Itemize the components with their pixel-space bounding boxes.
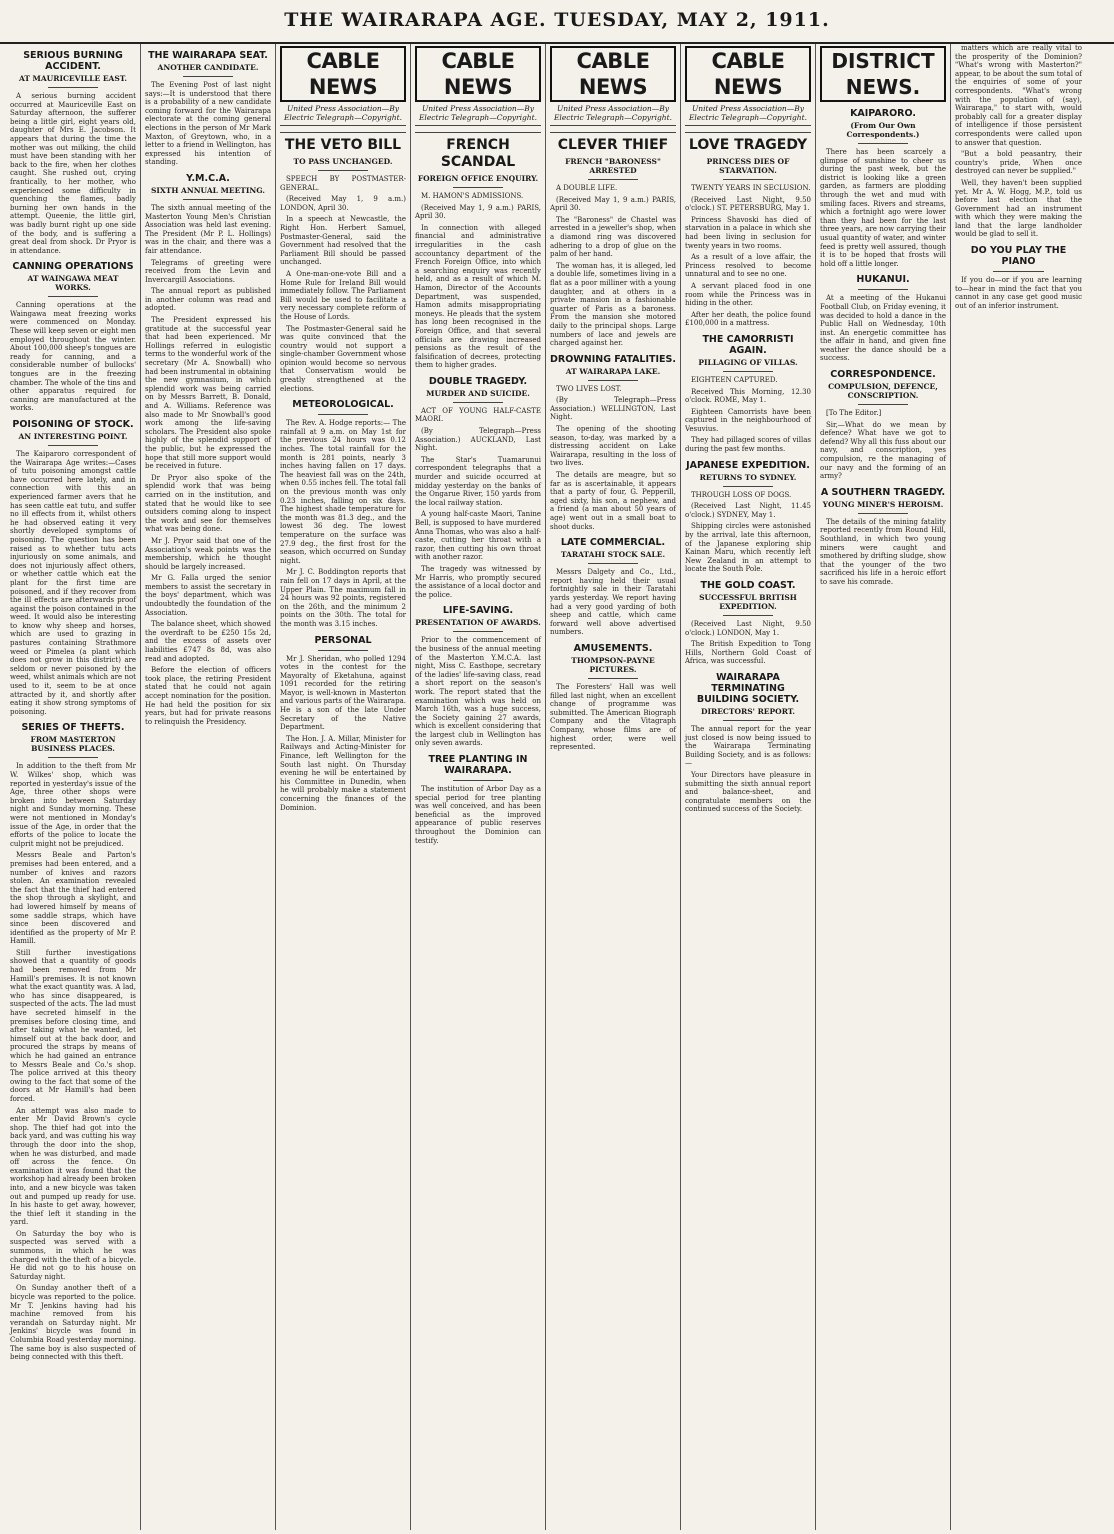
paragraph: The balance sheet, which showed the overdraft to be £250 15s 2d, and the excess of assets over liabilities £747 8s 8d, was also read and adopted. [145,620,271,663]
divider-rule [318,650,368,651]
paragraph: The British Expedition to Tong Hills, Northern Gold Coast of Africa, was successful. [685,640,811,666]
article-headline: SERIES OF THEFTS. [21,722,125,734]
article-headline: AMUSEMENTS. [573,642,653,654]
divider-rule [858,143,908,144]
article-body [415,636,541,748]
article-headline: JAPANESE EXPEDITION. [686,459,810,471]
paragraph: Mr J. Sheridan, who polled 1294 votes in the contest for the Mayoralty of Eketahuna, against 1091 recorded for the retiring Mayor, is well-known in Masterton and various parts of the Wairarapa. He is a son of the late Under Secretary of the Native Department. [280,654,406,732]
divider-rule [588,380,638,381]
article-headline: LOVE TRAGEDY [685,132,811,154]
column-4 [411,44,546,1530]
article-headline: DROWNING FATALITIES. [550,353,676,365]
article [550,643,676,752]
paragraph: (Received Last Night, 9.50 o'clock.) LONDON, May 1. [685,620,811,637]
article-subhead: RETURNS TO SYDNEY. [699,472,797,482]
article-headline: PERSONAL [314,634,372,646]
divider-rule [858,513,908,514]
article-headline: THE WAIRARAPA SEAT. [148,50,268,61]
article-subhead: FOREIGN OFFICE ENQUIRY. [417,174,539,183]
paragraph: The annual report for the year just closed is now being issued to the Wairarapa Terminating Building Society, and is as follows:— [685,724,811,768]
paragraph: Prior to the commencement of the business of the annual meeting of the Masterton Y.M.C.A. last night, Miss C. Easthope, secretary of the ladies' life-saving class, read a short report on the season's work. The report stated that the examination which was held on March 16th, was a huge success, the Society gaining 27 awards, which is excellent considering that the largest club in Wellington has only seven awards. [415,636,541,748]
paragraph: Still further investigations showed that a quantity of goods had been removed from Mr Hamill's premises. It is not known what the exact quantity was. A lad, who has since disappeared, is suspected of the acts. The lad must have secreted himself in the premises before closing time, and after taking what he wanted, let himself out at the back door, and procured the straps by means of which he had gained an entrance to Messrs Beale and Co.'s shop. The police arrived at this theory owing to the fact that some of the doors at Mr Hamill's had been forced. [10,948,136,1103]
article [550,354,676,532]
divider-rule [858,289,908,290]
article [280,132,406,393]
paragraph: The "Baroness" de Chastel was arrested in a jeweller's shop, when a diamond ring was discovered adhering to a drop of glue on the palm of her hand. [550,215,676,259]
article-headline: THE CAMORRISTI AGAIN. [702,333,794,356]
masthead [0,0,1114,44]
paragraph: (By Telegraph—Press Association.) AUCKLAND, Last Night. [415,427,541,453]
column-8 [951,44,1086,1530]
divider-rule [723,179,773,180]
divider-rule [48,296,98,297]
paragraph: THROUGH LOSS OF DOGS. [691,490,792,499]
paragraph: Mr J. Pryor said that one of the Association's weak points was the membership, which he thought should be largely increased. [145,536,271,571]
article-headline: Y.M.C.A. [186,172,230,184]
article [820,487,946,587]
paragraph: ACT OF YOUNG HALF-CASTE MAORI. [415,406,541,424]
column-6 [681,44,816,1530]
article-subhead: COMPULSION, DEFENCE, CONSCRIPTION. [828,382,938,401]
paragraph: If you do—or if you are learning to—hear in mind the fact that you cannot in any case get good music out of an inferior instrument. [955,276,1082,310]
column-2 [141,44,276,1530]
paragraph: Well, they haven't been supplied yet. Mr A. W. Hogg, M.P., told us before last election that the Government had an instrument with which they were making the land that the large landholder would be glad to sell it. [955,178,1082,239]
article-body [550,683,676,752]
paragraph: Your Directors have pleasure in submitting the sixth annual report and balance-sheet, and congratulate members on the continued success of the Society. [685,770,811,814]
paragraph: The annual report as published in another column was read and adopted. [145,287,271,313]
paragraph: (Received Last Night, 11.45 o'clock.) SYDNEY, May 1. [685,502,811,519]
paragraph: (Received Last Night, 9.50 o'clock.) ST. PETERSBURG, May 1. [685,195,811,213]
article [280,399,406,628]
paragraph: In addition to the theft from Mr W. Wilkes' shop, which was reported in yesterday's issue of the Age, three other shops were broken into between Saturday night and Sunday morning. These were not mentioned in Monday's issue of the Age, in order that the efforts of the police to locate the culprit might not be prejudiced. [10,762,136,848]
article-body [550,568,676,637]
paragraph: Received This Morning, 12.30 o'clock. ROME, May 1. [685,387,811,405]
paragraph: In connection with alleged financial and administrative irregularities in the cash accountancy department of the French Foreign Office, into which a searching enquiry was recently held, and as a result of which M. Hamon, Director of the Accounts Department, was suspended, Hamon admits misappropriating moneys. He pleads that the system has long been recognised in the Foreign Office, and that several officials are drawing increased pensions as the result of the falsification of decrees, protecting them to higher grades. [415,223,541,370]
section-banner: CABLE NEWS [550,46,676,102]
paragraph: EIGHTEEN CAPTURED. [691,375,778,384]
article-headline: THE VETO BILL [280,132,406,154]
article-subhead: FROM MASTERTON BUSINESS PLACES. [30,735,116,754]
article-subhead: SUCCESSFUL BRITISH EXPEDITION. [699,593,797,611]
article-body [415,192,541,370]
press-credit: United Press Association—By Electric Telegraph—Copyright. [550,104,676,126]
paragraph: The tragedy was witnessed by Mr Harris, who promptly secured the assistance of a local doctor and the police. [415,564,541,599]
paragraph: On Sunday another theft of a bicycle was reported to the police. Mr T. Jenkins having had his machine removed from his verandah on Saturday night. Mr Jenkins' bicycle was found in Columbia Road yesterday morning. The same boy is also suspected of being connected with this theft. [10,1284,136,1362]
divider-rule [48,757,98,758]
article-body [280,419,406,628]
article-body [280,655,406,813]
article-body [955,276,1082,310]
paragraph: [To The Editor.] [826,409,882,418]
article-body [820,294,946,363]
divider-rule [453,631,503,632]
paragraph: The woman has, it is alleged, led a double life, sometimes living in a flat as a poor milliner with a young daughter, and at others in a private mansion in a fashionable quarter of Paris as a baroness. From the mansion she motored daily to the principal shops. Large numbers of lace and jewels are charged against her. [550,261,676,348]
paragraph: Shipping circles were astonished by the arrival, late this afternoon, of the Japanese exploring ship Kainan Maru, which recently left New Zealand in an attempt to locate the South Pole. [685,522,811,574]
article-body [550,385,676,532]
press-credit: United Press Association—By Electric Telegraph—Copyright. [685,104,811,126]
article-body [415,785,541,845]
section-banner: CABLE NEWS [280,46,406,102]
article-headline: DOUBLE TRAGEDY. [428,375,528,387]
article [820,274,946,363]
article-body [685,184,811,328]
divider-rule [858,404,908,405]
article-body [10,92,136,255]
divider-rule [318,414,368,415]
paragraph: (Received May 1, 9 a.m.) PARIS, April 30. [415,203,541,221]
paragraph: The institution of Arbor Day as a special period for tree planting was well conceived, and has been beneficial as the improved appearance of public reserves throughout the Dominion can testify. [415,785,541,845]
paragraph: A One-man-one-vote Bill and a Home Rule for Ireland Bill would immediately follow. The Parliament Bill would be used to facilitate a very necessary complete reform of the House of Lords. [280,269,406,321]
paragraph: On Saturday the boy who is suspected was served with a summons, in which he was charged with the theft of a bicycle. He did not go to his house on Saturday night. [10,1229,136,1281]
article [415,376,541,599]
paragraph: Princess Shavoski has died of starvation in a palace in which she had been living in seclusion for twenty years in two rooms. [685,215,811,250]
paragraph: A young half-caste Maori, Tanine Bell, is supposed to have murdered Anna Thomas, who was also a half-caste, cutting her throat with a razor, then cutting his own throat with another razor. [415,510,541,562]
paragraph: Dr Pryor also spoke of the splendid work that was being carried on in the institution, and stated that he would like to see outsiders coming along to inspect the work and see for themselves what was being done. [145,473,271,534]
article [685,334,811,454]
article-subhead: ANOTHER CANDIDATE. [157,63,259,72]
paragraph: matters which are really vital to the prosperity of the Dominion? "What's wrong with Masterton?" appear, to be about the sum total of the enquiries of some of your correspondents. "What's wrong with the population of (say), Wairarapa," to start with, would probably call for a greater display of intelligence if those persistent correspondents were called upon to answer that question. [955,44,1082,147]
article-subhead: TO PASS UNCHANGED. [293,157,393,166]
article [820,369,946,481]
article-headline: A SOUTHERN TRAGEDY. [820,486,946,498]
divider-rule [48,87,98,88]
article [685,460,811,574]
article-body [820,409,946,481]
press-credit: United Press Association—By Electric Telegraph—Copyright. [280,104,406,126]
article [955,245,1082,310]
article-subhead: MURDER AND SUICIDE. [426,388,530,398]
paragraph: The sixth annual meeting of the Masterton Young Men's Christian Association was held last evening. The President (Mr P. L. Hollings) was in the chair, and there was a fair attendance. [145,203,271,255]
newspaper-columns [6,44,1106,1530]
article-headline: THE GOLD COAST. [700,580,796,591]
article-body [145,81,271,167]
article [550,537,676,637]
paragraph: The Hon. J. A. Millar, Minister for Railways and Acting-Minister for Finance, left Wellington for the South last night. On Thursday evening he will be entertained by his Committee in Dunedin, when he will probably make a statement concerning the finances of the Dominion. [280,734,406,812]
article [10,722,136,1361]
article-body [550,184,676,348]
paragraph: After her death, the police found £100,000 in a mattress. [685,310,811,328]
paragraph: The opening of the shooting season, to-day, was marked by a distressing accident on Lake Wairarapa, resulting in the loss of two lives. [550,425,676,468]
paragraph: In a speech at Newcastle, the Right Hon. Herbert Samuel, Postmaster-General, said the Government had resolved that the Parliament Bill should be passed unchanged. [280,215,406,267]
article-headline: FRENCH SCANDAL [415,132,541,171]
paragraph: The Rev. A. Hodge reports:— The rainfall at 9 a.m. on May 1st for the previous 24 hours was 0.12 inches. The total rainfall for the month is 281 points, nearly 3 inches having fallen on 17 days. The heaviest fall was on the 24th, when 0.55 inches fell. The total fall on the previous month was only 0.23 inches, falling on six days. The highest shade temperature for the month was 81.3 deg., and the lowest 36 deg. The lowest temperature on the surface was 27.9 deg., the first frost for the season, which occurred on Sunday night. [280,419,406,565]
article-subhead: TARATAHI STOCK SALE. [560,550,666,560]
section-banner: CABLE NEWS [685,46,811,102]
divider-rule [723,486,773,487]
paragraph: The Postmaster-General said he was quite convinced that the country would not support a single-chamber Government whose opinion would become so nervous that Conservatism would be greatly strengthened at the elections. [280,324,406,393]
article-body [685,376,811,454]
divider-rule [183,76,233,77]
article-headline: CORRESPONDENCE. [830,369,936,381]
column-3 [276,44,411,1530]
article [550,132,676,348]
section-banner: CABLE NEWS [415,46,541,102]
article-subhead: YOUNG MINER'S HEROISM. [822,499,944,509]
paragraph: Mr J. C. Boddington reports that rain fell on 17 days in April, at the Upper Plain. The maximum fall in 24 hours was 92 points, registered on the 26th, and the minimum 2 points on the 30th. The total for the month was 3.15 inches. [280,568,406,628]
divider-rule [588,563,638,564]
paragraph: A DOUBLE LIFE. [556,184,618,192]
article-headline: KAIPARORO. [850,108,916,119]
article-headline: CANNING OPERATIONS [12,261,134,273]
article-subhead: (From Our Own Correspondents.) [846,121,920,139]
article-subhead: PILLAGING OF VILLAS. [698,357,798,367]
paragraph: A serious burning accident occurred at Mauriceville East on Saturday afternoon, the sufferer being a little girl, eight years old, daughter of Mrs E. Jacobson. It appears that during the time the mother was out milking, the child must have been standing with her back to the fire, when her clothes caught. She rushed out, crying frantically, to her mother, who experienced some difficulty in quenching the flames, badly burning her own hands in the attempt. Queenie, the little girl, was badly burnt right up one side of the body, and is suffering a great deal from shock. Dr Pryor is in attendance. [10,92,136,255]
article [10,261,136,413]
paragraph: Telegrams of greeting were received from the Levin and Invercargill Associations. [145,258,271,284]
column-5 [546,44,681,1530]
paragraph: At a meeting of the Hukanui Football Club, on Friday evening, it was decided to hold a dance in the Public Hall on Wednesday, 10th inst. An energetic committee has the affair in hand, and given fine weather the dance should be a success. [820,294,946,363]
article-body [10,762,136,1361]
article-subhead: AT WAINGAWA MEAT WORKS. [27,274,119,293]
article-headline: HUKANUI. [856,274,910,286]
article [145,50,271,167]
divider-rule [723,720,773,721]
article [415,605,541,748]
article [685,672,811,814]
divider-rule [453,780,503,781]
paragraph: Messrs Beale and Parton's premises had been entered, and a number of knives and razors stolen. An examination revealed the fact that the thief had entered the shop through a skylight, and had lowered himself by means of some saddle straps, which have since been discovered and identified as the property of Mr P. Hamill. [10,851,136,946]
article [415,754,541,845]
article-subhead: FRENCH "BARONESS" ARRESTED [565,157,661,175]
article-headline: METEOROLOGICAL. [292,399,394,411]
paragraph: Messrs Dalgety and Co., Ltd., report having held their usual fortnightly sale in their Taratahi yards yesterday. We report having had a very good yarding of both sheep and cattle, which came forward well above advertised numbers. [550,568,676,637]
paragraph: Eighteen Camorrists have been captured in the neighbourhood of Vesuvius. [685,407,811,433]
divider-rule [993,271,1044,272]
article-headline: DO YOU PLAY THE PIANO [970,245,1067,268]
article-body [685,725,811,814]
paragraph: The details are meagre, but so far as is ascertainable, it appears that a party of four, G. Pepperill, aged sixty, his son, a nephew, and a friend (a man about 50 years of age) went out in a small boat to shoot ducks. [550,471,676,531]
paragraph: They had pillaged scores of villas during the past few months. [685,436,811,454]
article-body [685,620,811,666]
article-headline: CLEVER THIEF [550,132,676,154]
article-subhead: SIXTH ANNUAL MEETING. [151,185,265,195]
divider-rule [453,187,503,188]
paragraph: TWENTY YEARS IN SECLUSION. [691,184,811,192]
divider-rule [588,179,638,180]
paragraph: The Star's Tuamarunui correspondent telegraphs that a murder and suicide occurred at midday yesterday on the banks of the Ongarue River, 150 yards from the local railway station. [415,455,541,507]
divider-rule [318,170,368,171]
paragraph: The Evening Post of last night says:—It is understood that there is a probability of a new candidate coming forward for the Wairarapa electorate at the coming general elections in the person of Mr Mark Maxton, of Greytown, who, in a letter to a friend in Wellington, has expressed his intention of standing. [145,81,271,167]
article-subhead: PRESENTATION OF AWARDS. [415,618,541,628]
article-body [955,44,1082,239]
paragraph: Before the election of officers took place, the retiring President stated that he could not again accept nomination for the position. He had held the position for six years, but had for private reasons to relinquish the Presidency. [145,666,271,726]
article-headline: LIFE-SAVING. [442,605,514,617]
masthead-title: THE WAIRARAPA AGE. TUESDAY, MAY 2, 1911. [284,9,830,31]
paragraph: M. HAMON'S ADMISSIONS. [421,192,524,200]
article-body [820,518,946,587]
article-headline: TREE PLANTING IN WAIRARAPA. [428,754,528,777]
article-subhead: AT WAIRARAPA LAKE. [565,366,661,376]
paragraph: The details of the mining fatality reported recently from Round Hill, Southland, in which two young miners were caught and smothered by drifting sludge, show that the younger of the two sacrificed his life in a heroic effort to save his comrade. [820,517,946,586]
paragraph: The Foresters' Hall was well filled last night, when an excellent change of programme was submitted. The American Biograph Company and the Vitagraph Company, whose films are of highest order, were well represented. [550,682,676,752]
column-1 [6,44,141,1530]
divider-rule [723,371,773,372]
press-credit: United Press Association—By Electric Telegraph—Copyright. [415,104,541,126]
divider-rule [588,678,638,679]
paragraph: As a result of a love affair, the Princess resolved to become unnatural and to see no one. [685,253,811,279]
article-subhead: THOMPSON-PAYNE PICTURES. [571,655,655,674]
column-7 [816,44,951,1530]
article [685,580,811,666]
paragraph: An attempt was also made to enter Mr David Brown's cycle shop. The thief had got into the back yard, and was cutting his way through the door into the shop, when he was disturbed, and made off across the fence. On examination it was found that the workshop had already been broken into, and a new bicycle was taken out and pumped up ready for use. In his haste to get away, however, the thief left it standing in the yard. [10,1106,136,1227]
paragraph: (Received May 1, 9 a.m.) PARIS, April 30. [550,195,676,213]
article-body [10,301,136,413]
article [955,44,1082,239]
article-body [820,148,946,268]
article-headline: LATE COMMERCIAL. [560,537,666,549]
paragraph: "But a bold peasantry, their country's pride, When once destroyed can never be supplied." [955,150,1082,176]
article [820,108,946,268]
paragraph: Canning operations at the Waingawa meat freezing works were commenced on Monday. These will keep seven or eight men employed throughout the winter. About 100,000 sheep's tongues are ready for canning, and a considerable number of bullocks' tongues are in the freezing chamber. The whole of the tins and other apparatus required for canning are manufactured at the works. [10,301,136,413]
divider-rule [48,445,98,446]
paragraph: The President expressed his gratitude at the successful year that had been experienced. Mr Hollings referred in eulogistic terms to the wonderful work of the secretary (Mr A. Snowball) who had been instrumental in obtaining the new gymnasium, in which splendid work was being carried on by Messrs Barrett, B. Donald, and A. Williams. Reference was also made to Mr Snowball's good work among the life-saving scholars. The President also spoke highly of the splendid support of the public, but he expressed the hope that still more support would be received in future. [145,316,271,471]
divider-rule [723,615,773,616]
article-body [685,491,811,574]
paragraph: (By Telegraph—Press Association.) WELLINGTON, Last Night. [550,396,676,422]
article-headline: POISONING OF STOCK. [12,419,134,430]
paragraph: The Kaiparoro correspondent of the Wairarapa Age writes:—Cases of tutu poisoning amongst cattle have occurred here lately, and in connection with this an experienced farmer avers that he has seen cattle eat tutu, and suffer no ill effects from it, whilst others he had observed eating it very shortly developed symptoms of poisoning. The question has been raised as to whether tutu acts injuriously on some animals, and does not injuriously affect others, or whether cattle which eat the plant for the first time are poisoned, and if they recover from the ill effects are afterwards proof against the poison contained in the weed. It would also be interesting to know why sheep and horses, which are used to grazing in pastures containing Strathmore weed or Pimelea (a plant which does not grow in this district) are seldom or never poisoned by the weed, whilst animals which are not used to it, seem to be at once attracted by it, and shortly after eating it show strong symptoms of poisoning. [10,450,136,716]
article [280,635,406,813]
article [10,50,136,255]
article-subhead: DIRECTORS' REPORT. [700,706,796,716]
article-body [415,407,541,599]
article-headline: SERIOUS BURNING ACCIDENT. [23,50,123,72]
article-subhead: PRINCESS DIES OF STARVATION. [706,157,790,175]
divider-rule [453,402,503,403]
article-body [145,204,271,726]
section-banner: DISTRICT NEWS. [820,46,946,102]
article [145,173,271,726]
article-subhead: AN INTERESTING POINT. [18,432,128,441]
article-body [280,175,406,393]
article-headline: WAIRARAPA TERMINATING BUILDING SOCIETY. [696,671,800,705]
article-subhead: AT MAURICEVILLE EAST. [18,74,128,83]
article [415,132,541,370]
article-body [10,450,136,716]
paragraph: Sir,—What do we mean by defence? What have we got to defend? Why all this fuss about our navy, and conscription, yes compulsion, re the managing of our navy and the forming of an army? [820,420,946,481]
article [10,419,136,716]
divider-rule [183,199,233,200]
paragraph: There has been scarcely a glimpse of sunshine to cheer us during the past week, but the district is looking like a green garden, as farmers are plodding through the wet and mud with smiling faces. Rivers and streams, which a fortnight ago were lower than they had been for the last three years, are now carrying their usual quantity of water, and winter feed is pretty well assured, though it is to be hoped that frosts will hold off a little longer. [820,148,946,268]
paragraph: SPEECH BY POSTMASTER-GENERAL. [280,175,406,192]
paragraph: TWO LIVES LOST. [556,384,622,393]
paragraph: A servant placed food in one room while the Princess was in hiding in the other. [685,281,811,308]
article [685,132,811,328]
paragraph: (Received May 1, 9 a.m.) LONDON, April 30. [280,195,406,212]
paragraph: Mr G. Falla urged the senior members to assist the secretary in the boys' department, which was undoubtedly the foundation of the Association. [145,574,271,617]
